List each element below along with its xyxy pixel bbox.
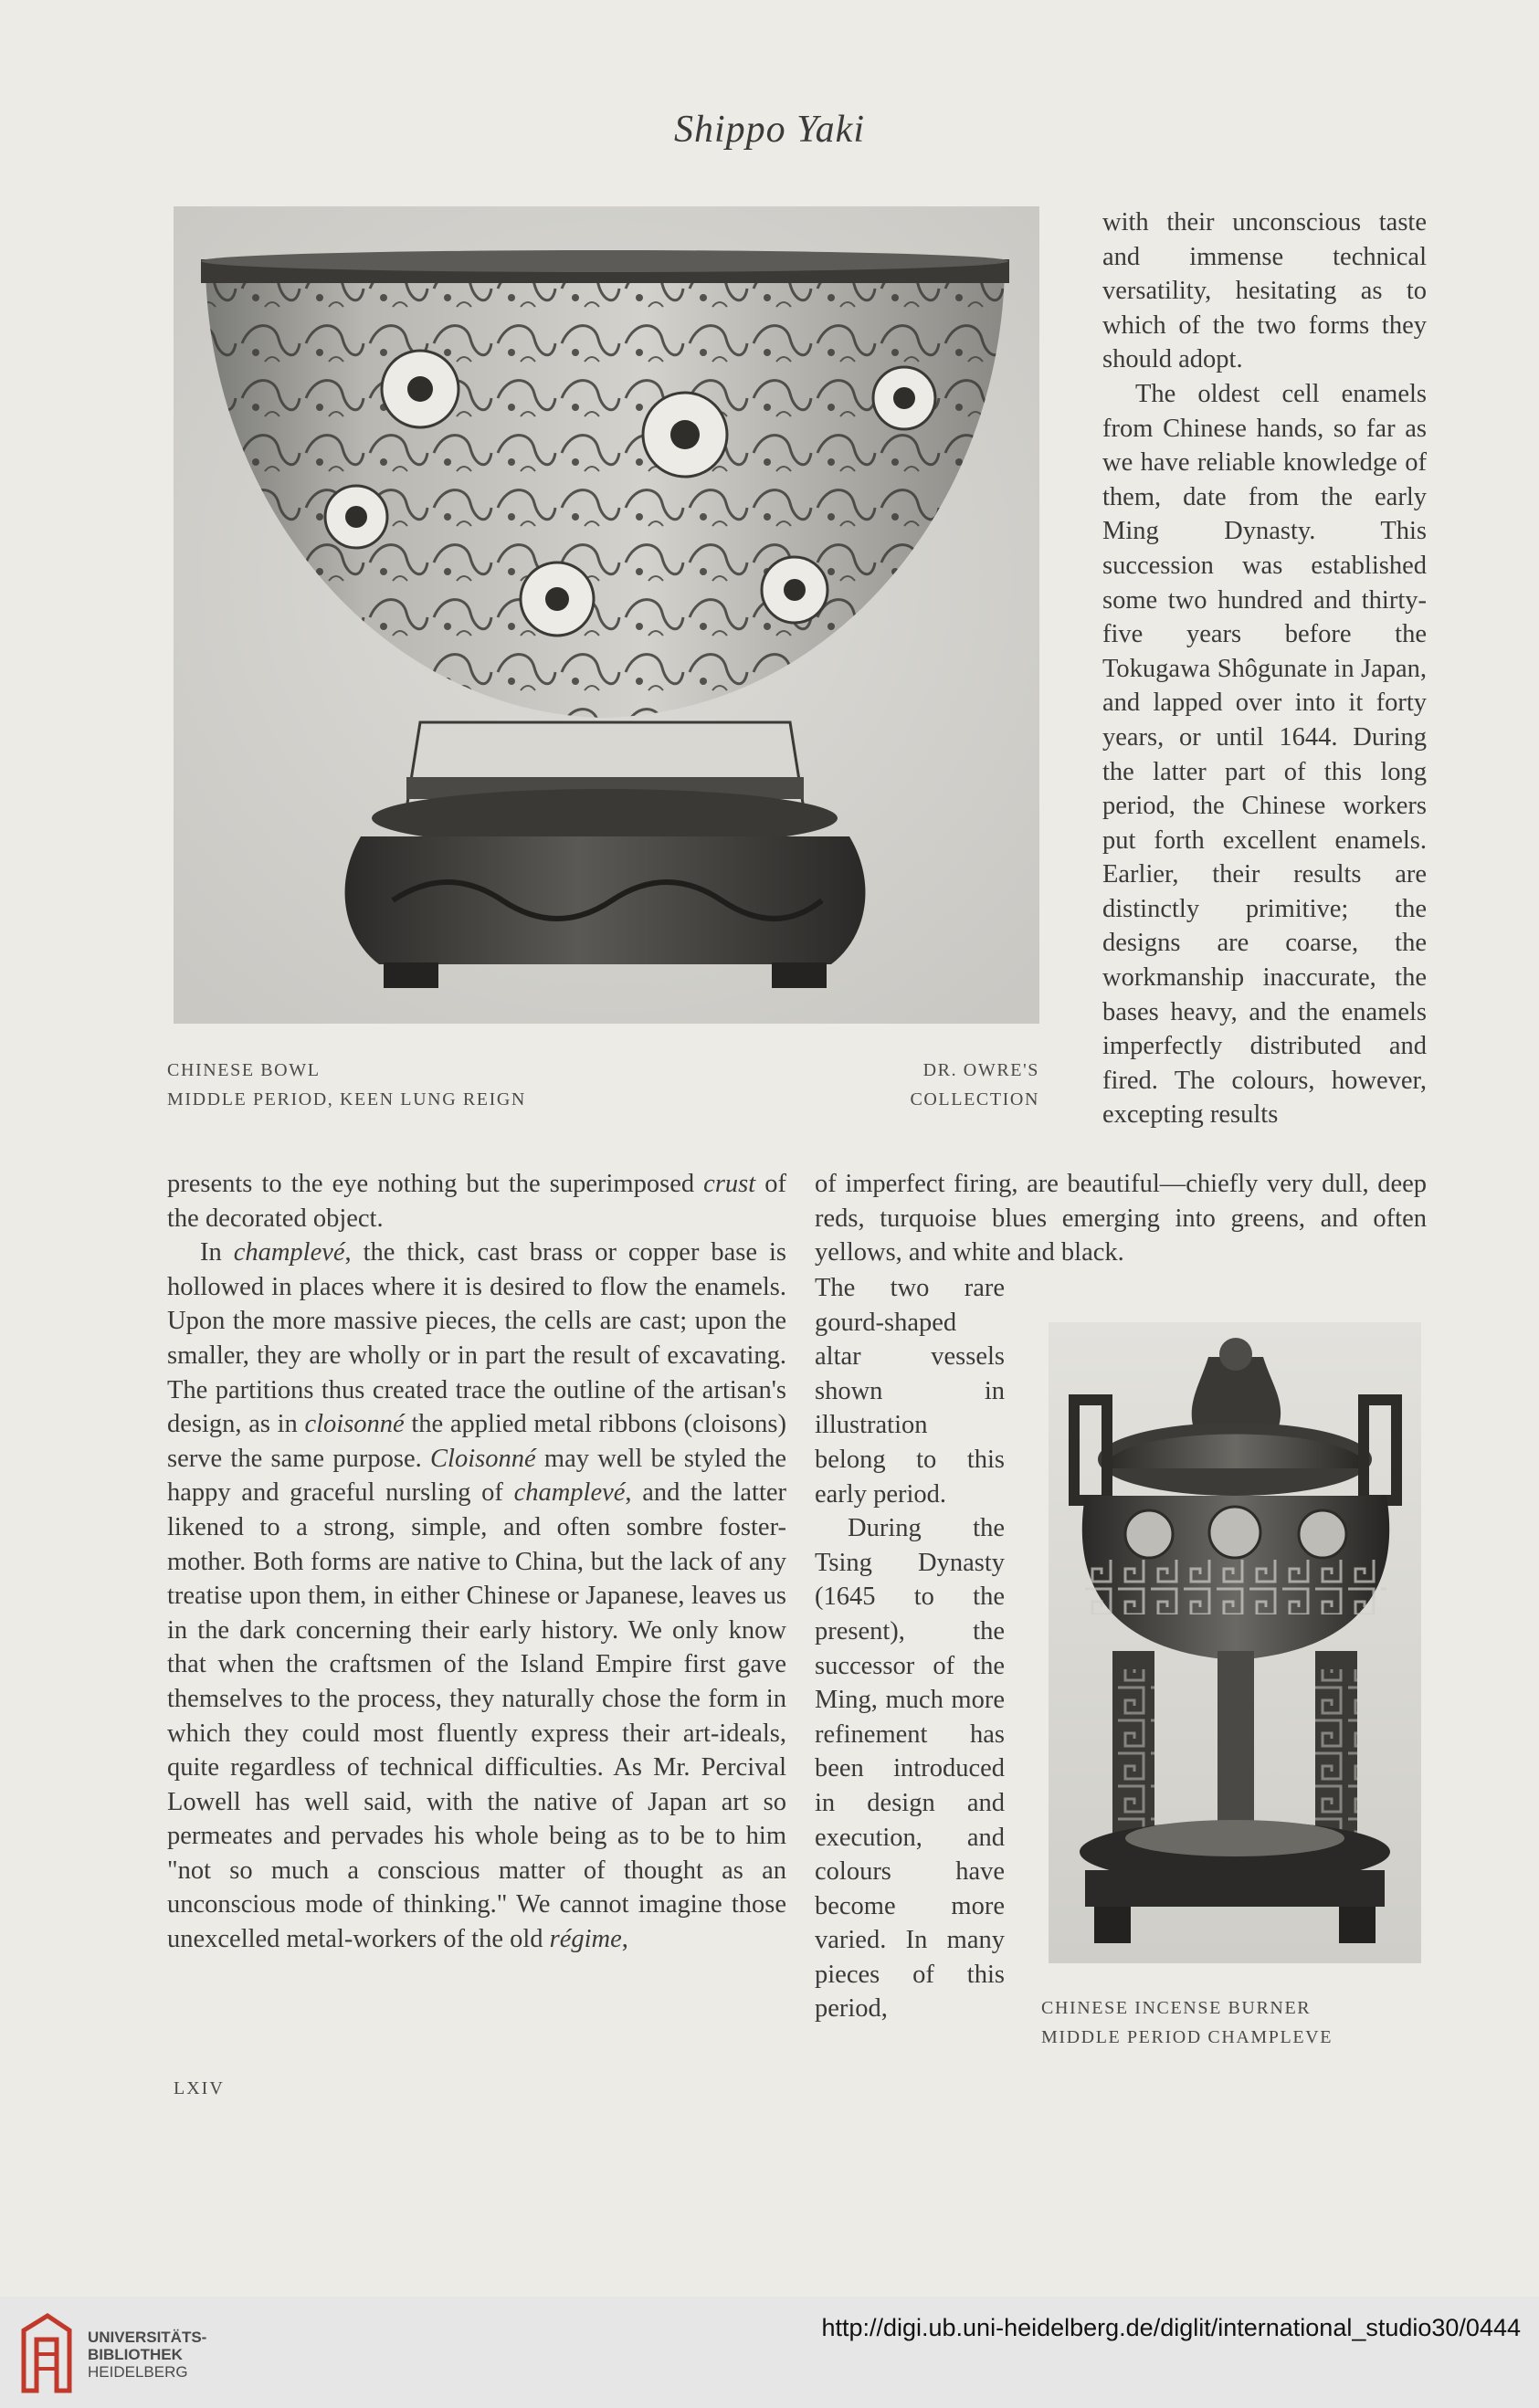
caption-line: DR. OWRE'S: [922, 1060, 1039, 1080]
bowl-caption-right: [822, 1056, 1039, 1114]
page-number: LXIV: [174, 2078, 225, 2098]
paragraph: During the Tsing Dynasty (1645 to the present), the successor of the Ming, much more refinement has been introduced in design and execution, and colours have become more varied. In many pieces of this period,: [815, 1514, 1005, 2024]
incense-burner-photo: [1049, 1322, 1421, 1963]
library-logo-icon[interactable]: [20, 2312, 73, 2394]
logo-line: HEIDELBERG: [88, 2363, 188, 2381]
library-logo-text[interactable]: [88, 2329, 206, 2381]
source-url-link[interactable]: http://digi.ub.uni-heidelberg.de/diglit/international_studio30/0444: [821, 2314, 1521, 2341]
left-column-text: [167, 1167, 786, 1957]
caption-line: COLLECTION: [910, 1089, 1039, 1109]
burner-caption: [1041, 1993, 1333, 2052]
paragraph: of imperfect firing, are beautiful—chiefly very dull, deep reds, turquoise blues emerging into greens, and often yellows, and white and black.: [815, 1170, 1427, 1267]
paragraph: with their unconscious taste and immense technical versatility, hesitating as to which of the two forms they should adopt.: [1102, 208, 1427, 374]
bowl-illustration: [174, 206, 1039, 1024]
continuation-text: [815, 1167, 1427, 1270]
paragraph: The two rare gourd-shaped altar vessels shown in illustration belong to this early period.: [815, 1274, 1005, 1509]
bowl-caption-left: [167, 1056, 526, 1114]
burner-illustration: [1049, 1322, 1421, 1963]
caption-line: MIDDLE PERIOD, KEEN LUNG REIGN: [167, 1089, 526, 1109]
paragraph: presents to the eye nothing but the superimposed crust of the decorated object.: [167, 1170, 786, 1233]
running-title: Shippo Yaki: [674, 109, 865, 151]
logo-line: BIBLIOTHEK: [88, 2346, 183, 2363]
chinese-bowl-photo: [174, 206, 1039, 1024]
paragraph: The oldest cell enamels from Chinese hands, so far as we have reliable knowledge of them, date from the early Ming Dynasty. This succession was established some two hundred and thirty-five years before the Tokugawa Shôgunate in Japan, and lapped over into it forty years, or until 1644. During the latter part of this long period, the Chinese workers put forth excellent enamels. Earlier, their results are distinctly primitive; the designs are coarse, the workmanship inaccurate, the bases heavy, and the enamels imperfectly distributed and fired. The colours, however, excepting results: [1102, 379, 1427, 1130]
logo-line: UNIVERSITÄTS-: [88, 2329, 207, 2346]
narrow-column-text: [815, 1271, 1005, 2026]
caption-line: CHINESE INCENSE BURNER: [1041, 1998, 1312, 2018]
paragraph: In champlevé, the thick, cast brass or copper base is hollowed in places where it is desired to flow the enamels. Upon the more massive pieces, the cells are cast; upon the smaller, they are wholly or in part the result of excavating. The partitions thus created trace the outline of the artisan's design, as in cloisonné the applied metal ribbons (cloisons) serve the same purpose. Cloisonné may well be styled the happy and graceful nursling of champlevé, and the latter likened to a strong, simple, and often sombre foster-mother. Both forms are native to China, but the lack of any treatise upon them, in either Chinese or Japanese, leaves us in the dark concerning their early history. We only know that when the craftsmen of the Island Empire first gave themselves to the process, they naturally chose the form in which they could most fluently express their art-ideals, quite regardless of technical difficulties. As Mr. Percival Lowell has well said, with the native of Japan art so permeates and pervades his whole being as to be to him "not so much a conscious matter of thought as an unconscious mode of thinking." We cannot imagine those unexcelled metal-workers of the old régime,: [167, 1238, 787, 1954]
caption-line: MIDDLE PERIOD CHAMPLEVE: [1041, 2027, 1333, 2047]
caption-line: CHINESE BOWL: [167, 1060, 321, 1080]
right-column-text: [1102, 205, 1427, 1132]
